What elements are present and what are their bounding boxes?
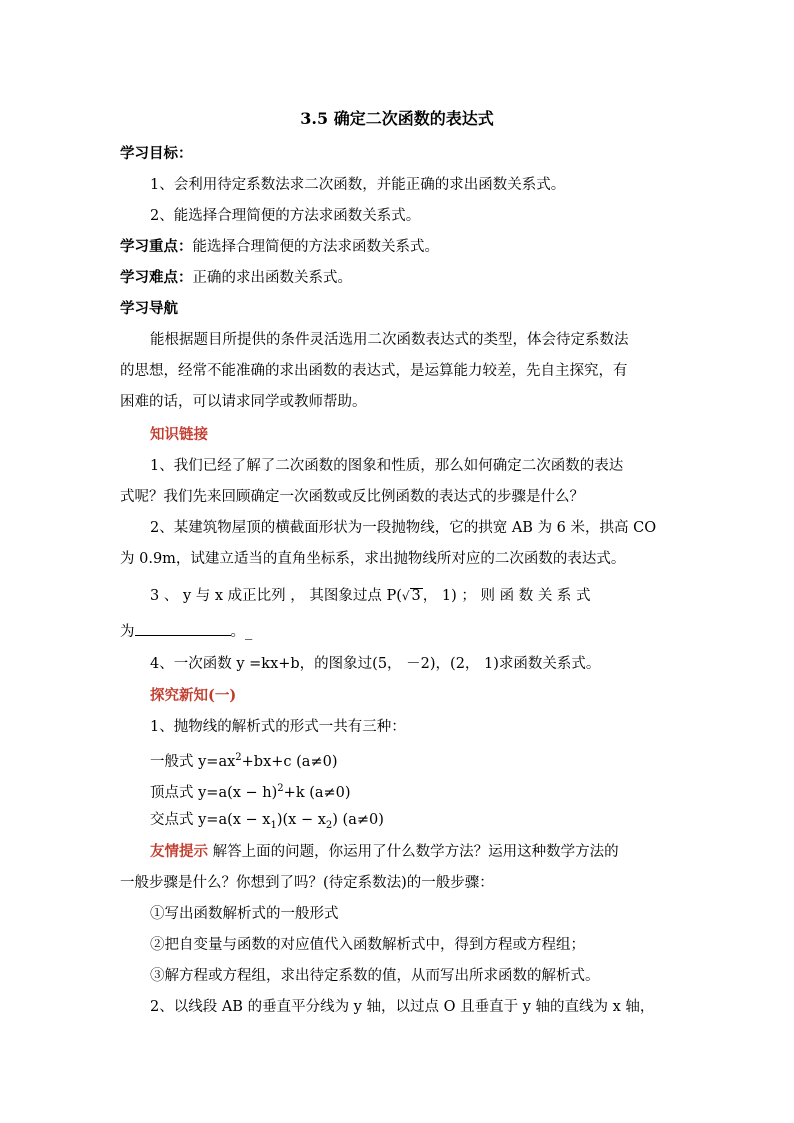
form-vertex-sup: 2: [277, 783, 284, 794]
form-inter-c: ) (a≠0): [332, 812, 384, 828]
page-title: 3.5 确定二次函数的表达式: [300, 109, 494, 128]
links-q2-line-1: 2、某建筑物屋顶的横截面形状为一段抛物线，它的拱宽 AB 为 6 米，拱高 CO: [150, 520, 657, 536]
links-q3-sqrt: 3: [411, 588, 421, 604]
key-point-text: 能选择合理简便的方法求函数关系式。: [192, 239, 439, 255]
difficulty-label: 学习难点：: [120, 269, 193, 286]
tip-text-1: 解答上面的问题，你运用了什么数学方法？运用这种数学方法的: [208, 844, 619, 860]
guide-heading: 学习导航: [120, 300, 178, 317]
links-q3-suffix: 。_: [230, 624, 253, 640]
difficulty-text: 正确的求出函数关系式。: [192, 270, 352, 286]
tip-line-1: [150, 842, 619, 862]
tip-line-2: 一般步骤是什么？你想到了吗？(待定系数法)的一般步骤：: [120, 875, 494, 891]
links-q3-line-1: [150, 586, 591, 606]
difficulty: [120, 268, 352, 288]
key-point-label: 学习重点：: [120, 238, 193, 255]
form-general-sup: 2: [235, 752, 242, 763]
links-q4: 4、一次函数 y =kx+b，的图象过(5， －2)，(2， 1)求函数关系式。: [150, 656, 601, 672]
goal-item-2: 2、能选择合理简便的方法求函数关系式。: [150, 208, 421, 224]
links-q3-part-2: ， 1) ； 则 函 数 关 系 式: [422, 588, 591, 604]
links-q3-prefix: 为: [120, 624, 135, 640]
links-q3-line-2: [120, 621, 252, 642]
goal-item-1: 1、会利用待定系数法求二次函数，并能正确的求出函数关系式。: [150, 177, 566, 193]
form-inter-b: )(x − x: [276, 812, 326, 828]
tip-step-2: ②把自变量与函数的对应值代入函数解析式中，得到方程或方程组；: [150, 937, 585, 953]
answer-blank[interactable]: [135, 621, 231, 636]
form-vertex-b: +k (a≠0): [283, 784, 351, 801]
form-general: [150, 748, 337, 772]
links-heading: 知识链接: [150, 426, 208, 443]
form-general-b: +bx+c (a≠0): [241, 753, 338, 770]
form-general-a: 一般式 y=ax: [150, 753, 236, 770]
links-q1-line-1: 1、我们已经了解了二次函数的图象和性质，那么如何确定二次函数的表达: [150, 458, 624, 474]
key-point: [120, 237, 439, 257]
guide-line-1: 能根据题目所提供的条件灵活选用二次函数表达式的类型，体会待定系数法: [150, 332, 629, 348]
guide-line-3: 困难的话，可以请求同学或教师帮助。: [120, 394, 367, 410]
explore-heading: 探究新知(一): [150, 687, 237, 704]
sqrt-sign: √: [401, 589, 410, 603]
explore-intro: 1、抛物线的解析式的形式一共有三种：: [150, 719, 406, 735]
links-q1-line-2: 式呢？我们先来回顾确定一次函数或反比例函数的表达式的步骤是什么？: [120, 489, 584, 505]
form-vertex-a: 顶点式 y=a(x − h): [150, 784, 278, 801]
form-intercept: [150, 810, 384, 836]
links-q2-line-2: 为 0.9m，试建立适当的直角坐标系，求出抛物线所对应的二次函数的表达式。: [120, 551, 626, 567]
tip-label: 友情提示: [150, 843, 208, 860]
form-inter-sub-1: 1: [270, 819, 277, 831]
tip-step-1: ①写出函数解析式的一般形式: [150, 906, 339, 922]
links-q3-part-1: 3 、 y 与 x 成正比列 ， 其图象过点 P(: [150, 588, 402, 604]
tip-step-3: ③解方程或方程组，求出待定系数的值，从而写出所求函数的解析式。: [150, 968, 600, 984]
guide-line-2: 的思想，经常不能准确的求出函数的表达式，是运算能力较差，先自主探究，有: [120, 363, 628, 379]
form-vertex: [150, 779, 351, 803]
form-inter-a: 交点式 y=a(x − x: [150, 812, 271, 828]
form-inter-sub-2: 2: [325, 819, 333, 831]
tip-q2: 2、以线段 AB 的垂直平分线为 y 轴，以过点 O 且垂直于 y 轴的直线为 x 轴，: [150, 999, 655, 1015]
goals-heading: 学习目标：: [120, 145, 193, 162]
